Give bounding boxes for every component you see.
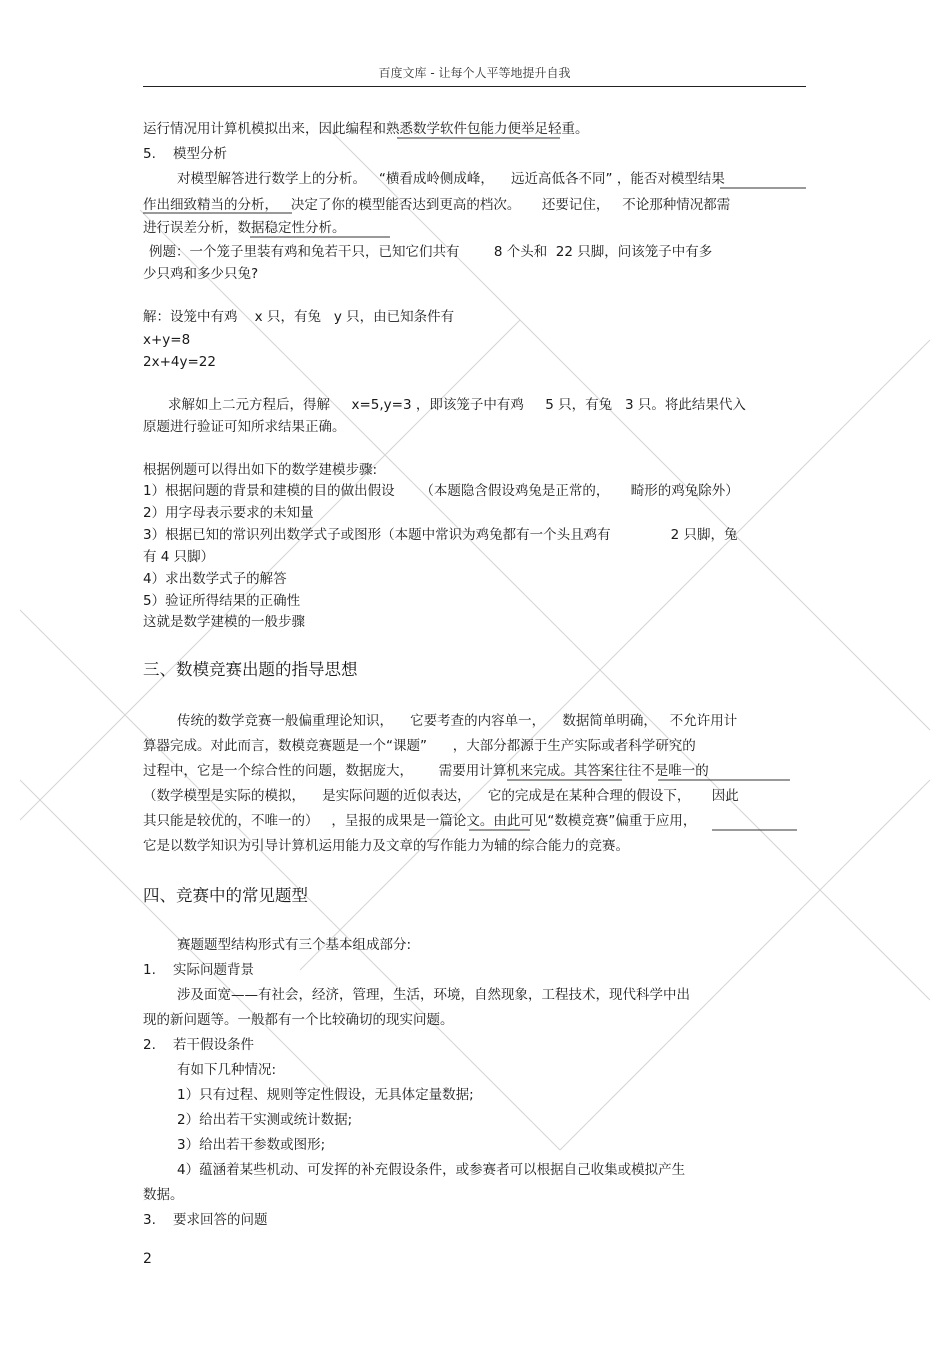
list-item: 2）用字母表示要求的未知量 (143, 505, 314, 521)
paragraph-line: 其只能是较优的，不唯一的） ，呈报的成果是一篇论文。由此可见“数模竞赛”偏重于应用， (143, 813, 697, 829)
list-item: 1. 实际问题背景 (143, 962, 255, 978)
list-item: 4）求出数学式子的解答 (143, 571, 287, 587)
paragraph-line: 过程中，它是一个综合性的问题，数据庞大， 需要用计算机来完成。其答案往往不是唯一的 (143, 763, 709, 779)
page-number: 2 (143, 1251, 152, 1267)
text-line: 运行情况用计算机模拟出来，因此编程和熟悉数学软件包能力便举足轻重。 (143, 121, 589, 137)
text-line: 原题进行验证可知所求结果正确。 (143, 419, 346, 435)
list-item: 1）根据问题的背景和建模的目的做出假设 （本题隐含假设鸡兔是正常的， 畸形的鸡兔除外） (143, 483, 739, 499)
list-item: 3. 要求回答的问题 (143, 1212, 268, 1228)
text-line: 有如下几种情况: (177, 1062, 277, 1078)
example-line: 少只鸡和多少只兔? (143, 266, 259, 282)
text-line: 根据例题可以得出如下的数学建模步骤: (143, 462, 378, 478)
text-line: 进行误差分析，数据稳定性分析。 (143, 220, 346, 236)
list-item: 5）验证所得结果的正确性 (143, 593, 301, 609)
list-item: 4）蕴涵着某些机动、可发挥的补充假设条件，或参赛者可以根据自己收集或模拟产生 (177, 1162, 686, 1178)
paragraph-line: 它是以数学知识为引导计算机运用能力及文章的写作能力为辅的综合能力的竞赛。 (143, 838, 629, 854)
solution-line: 解：设笼中有鸡 x 只，有兔 y 只，由已知条件有 (143, 309, 455, 325)
list-item: 3）给出若干参数或图形; (177, 1137, 326, 1153)
page-header: 百度文库 - 让每个人平等地提升自我 (378, 66, 571, 80)
text-line: 数据。 (143, 1187, 184, 1203)
text-line: 这就是数学建模的一般步骤 (143, 614, 305, 630)
example-line: 例题：一个笼子里装有鸡和兔若干只，已知它们共有 8 个头和 22 只脚，问该笼子中有多 (149, 244, 713, 260)
list-item: 2）给出若干实测或统计数据; (177, 1112, 353, 1128)
list-item: 5. 模型分析 (143, 146, 228, 162)
text-line: 涉及面宽——有社会，经济，管理，生活，环境，自然现象，工程技术，现代科学中出 (177, 987, 690, 1003)
text-line: 对模型解答进行数学上的分析。 “横看成岭侧成峰， 远近高低各不同” ，能否对模型结果 (177, 171, 725, 187)
equation: 2x+4y=22 (143, 354, 216, 370)
list-item: 有 4 只脚） (143, 549, 215, 565)
text-line: 作出细致精当的分析， 决定了你的模型能否达到更高的档次。 还要记住， 不论那种情况都需 (143, 197, 731, 213)
text-line: 赛题题型结构形式有三个基本组成部分: (177, 937, 412, 953)
list-item: 3）根据已知的常识列出数学式子或图形（本题中常识为鸡兔都有一个头且鸡有 2 只脚，兔 (143, 527, 738, 543)
section-heading-4: 四、竞赛中的常见题型 (143, 886, 308, 905)
list-item: 2. 若干假设条件 (143, 1037, 255, 1053)
text-line: 求解如上二元方程后，得解 x=5,y=3 ，即该笼子中有鸡 5 只，有兔 3 只。将此结果代入 (168, 397, 746, 413)
paragraph-line: 传统的数学竞赛一般偏重理论知识， 它要考查的内容单一， 数据简单明确， 不允许用计 (177, 713, 738, 729)
text-line: 现的新问题等。一般都有一个比较确切的现实问题。 (143, 1012, 454, 1028)
section-heading-3: 三、数模竞赛出题的指导思想 (143, 660, 358, 679)
header-rule (143, 86, 806, 87)
equation: x+y=8 (143, 332, 191, 348)
list-item: 1）只有过程、规则等定性假设，无具体定量数据; (177, 1087, 474, 1103)
paragraph-line: 算器完成。对此而言，数模竞赛题是一个“课题” ，大部分都源于生产实际或者科学研究的 (143, 738, 696, 754)
paragraph-line: （数学模型是实际的模拟， 是实际问题的近似表达， 它的完成是在某种合理的假设下， 因此 (143, 788, 739, 804)
